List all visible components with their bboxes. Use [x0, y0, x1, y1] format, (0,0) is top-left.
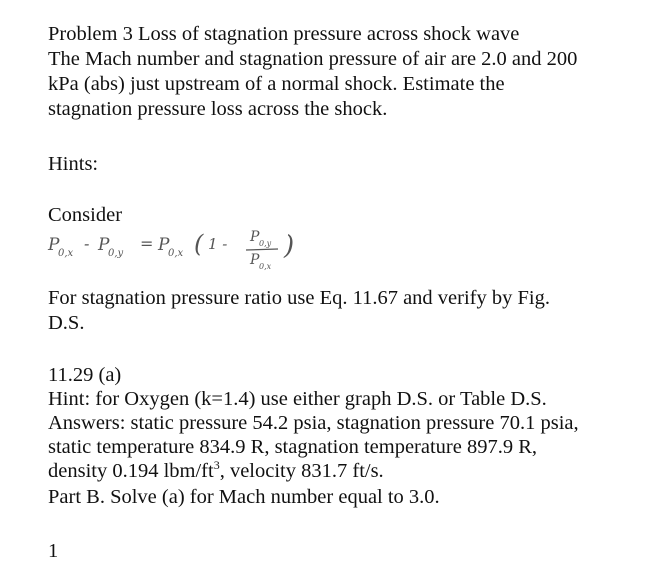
formula-frac-numerator: P — [250, 229, 260, 245]
consider-label: Consider — [48, 204, 123, 226]
formula-minus: - — [84, 234, 90, 253]
part-a-answers-line-3 — [48, 459, 384, 483]
formula-p0x-right-sub: 0,x — [168, 248, 184, 259]
answers-line-3-exponent: 3 — [213, 458, 220, 473]
formula-frac-denominator: P — [250, 252, 260, 268]
hints-label: Hints: — [48, 153, 99, 175]
formula-open-paren: ( — [194, 230, 204, 258]
part-a-hint: Hint: for Oxygen (k=1.4) use either graph D.S. or Table D.S. — [48, 388, 547, 410]
formula-frac-numerator-sub: 0,y — [259, 239, 272, 248]
ratio-note-line-2: D.S. — [48, 312, 85, 334]
formula-one-minus: 1 - — [208, 235, 228, 253]
problem-statement-line-1: The Mach number and stagnation pressure of air are 2.0 and 200 — [48, 48, 578, 70]
handwritten-formula-svg — [44, 222, 314, 280]
ratio-note-line-1: For stagnation pressure ratio use Eq. 11.67 and verify by Fig. — [48, 287, 550, 309]
problem-statement-line-2: kPa (abs) just upstream of a normal shock. Estimate the — [48, 73, 505, 95]
handwritten-formula — [44, 222, 314, 280]
formula-p0x-right: P — [158, 235, 170, 255]
part-a-answers-line-2: static temperature 834.9 R, stagnation temperature 897.9 R, — [48, 436, 538, 458]
problem-title: Problem 3 Loss of stagnation pressure across shock wave — [48, 23, 520, 45]
formula-p0y-left: P — [98, 235, 110, 255]
formula-close-paren: ) — [284, 231, 295, 261]
answers-line-3-density: density 0.194 lbm/ft — [48, 460, 214, 482]
page-number: 1 — [48, 540, 59, 562]
part-a-answers-line-1: Answers: static pressure 54.2 psia, stagnation pressure 70.1 psia, — [48, 412, 579, 434]
formula-p0x-left: P — [48, 235, 60, 255]
problem-statement-line-3: stagnation pressure loss across the shock. — [48, 98, 388, 120]
part-a-label: 11.29 (a) — [48, 364, 122, 386]
formula-frac-denominator-sub: 0,x — [259, 262, 272, 271]
answers-line-3-velocity: , velocity 831.7 ft/s. — [219, 460, 384, 482]
formula-fraction-bar — [246, 249, 278, 250]
formula-p0x-left-sub: 0,x — [58, 248, 74, 259]
part-b: Part B. Solve (a) for Mach number equal to 3.0. — [48, 486, 440, 508]
formula-p0y-left-sub: 0,y — [108, 248, 124, 259]
formula-equals: = — [140, 234, 154, 253]
